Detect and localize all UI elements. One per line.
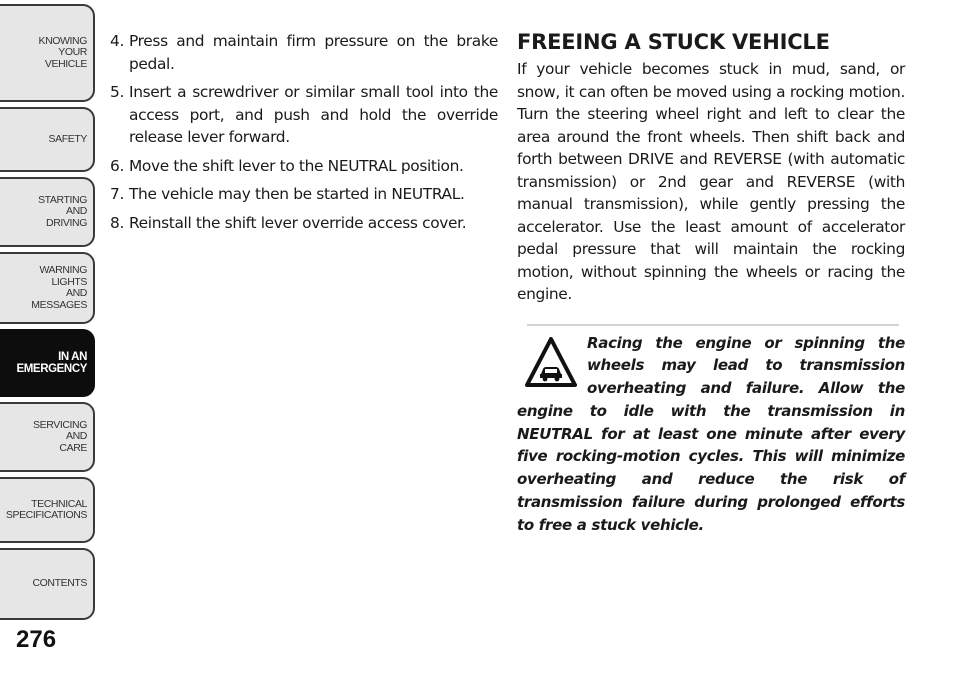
step-number: 4. [110, 32, 124, 50]
warning-triangle-car-icon [525, 337, 577, 387]
tab-label: IN AN EMERGENCY [16, 350, 87, 375]
warning-text: Racing the engine or spinning the wheels may lead to transmission overheating and failure. Allow the engine to idle with the transmission in NEUTRAL for at least one minute after every five rocking-motion cycles. This will minimize overheating and reduce the risk of transmission failure during prolonged efforts to free a stuck vehicle. [517, 333, 905, 534]
procedure-steps [110, 30, 498, 234]
section-tabs [0, 0, 100, 678]
step-text: Move the shift lever to the NEUTRAL position. [129, 156, 464, 175]
page-number: 276 [16, 626, 57, 653]
tab-contents[interactable] [0, 548, 95, 620]
tab-label: KNOWING YOUR VEHICLE [38, 34, 87, 70]
tab-safety[interactable] [0, 107, 95, 172]
tab-starting-and-driving[interactable] [0, 177, 95, 247]
tab-in-an-emergency[interactable] [0, 329, 95, 397]
tab-servicing-and-care[interactable] [0, 402, 95, 472]
step-text: Press and maintain firm pressure on the brake pedal. [129, 32, 498, 73]
tab-label: TECHNICAL SPECIFICATIONS [5, 497, 87, 521]
tab-label: STARTING AND DRIVING [38, 193, 87, 229]
step-number: 8. [110, 213, 124, 232]
step-number: 5. [110, 83, 124, 101]
section-heading: FREEING A STUCK VEHICLE [517, 30, 830, 54]
list-item [110, 81, 498, 149]
list-item [110, 212, 498, 235]
tab-label: WARNING LIGHTS AND MESSAGES [31, 264, 87, 311]
tab-knowing-your-vehicle[interactable] [0, 4, 95, 102]
right-column [517, 30, 905, 537]
tab-label: SAFETY [48, 132, 87, 145]
warning-box [517, 332, 905, 537]
step-text: Reinstall the shift lever override access cover. [129, 213, 467, 232]
body-paragraph: If your vehicle becomes stuck in mud, sand, or snow, it can often be moved using a rocking motion. Turn the steering wheel right and left to clear the area around the front wheels. Then shift back and forth between DRIVE and REVERSE (with automatic transmission) or 2nd gear and REVERSE (with manual transmission), while gently pressing the accelerator. Use the least amount of accelerator pedal pressure that will maintain the rocking motion, without spinning the wheels or racing the engine. [517, 60, 905, 303]
tab-warning-lights-and-messages[interactable] [0, 252, 95, 324]
step-text: Insert a screwdriver or similar small tool into the access port, and push and hold the override release lever forward. [129, 83, 498, 146]
warning-divider [527, 324, 899, 326]
left-column [110, 30, 498, 240]
step-text: The vehicle may then be started in NEUTRAL. [129, 185, 465, 203]
tab-label: SERVICING AND CARE [33, 418, 87, 454]
list-item [110, 183, 498, 206]
list-item [110, 30, 498, 75]
list-item [110, 155, 498, 178]
tab-technical-specifications[interactable] [0, 477, 95, 543]
step-number: 7. [110, 185, 124, 203]
tab-label: CONTENTS [32, 577, 87, 590]
step-number: 6. [110, 156, 124, 175]
